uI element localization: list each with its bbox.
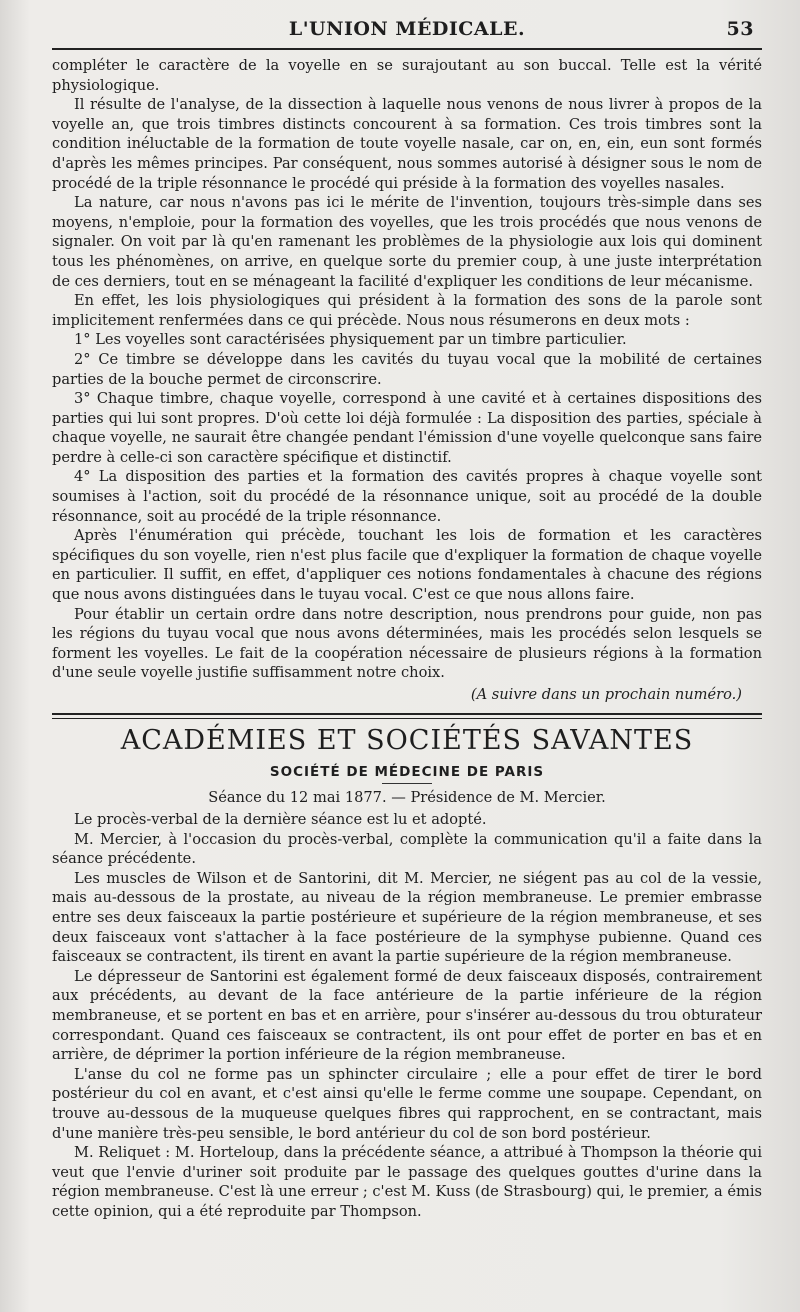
session-line: Séance du 12 mai 1877. — Présidence de M. Mercier. xyxy=(208,789,606,806)
society-section xyxy=(52,725,762,1221)
anse-paragraph: L'anse du col ne forme pas un sphincter circulaire ; elle a pour effet de tirer le bord postérieur du col en avant, et c'est ainsi qu'elle le ferme comme une soupape. Cependant, on trouve au-dessous de la muqueuse quelques fibres qui rapprochent, en se contractant, mais d'une manière très-peu sensible, le bord antérieur du col de son bord postérieur. xyxy=(52,1065,762,1142)
short-rule xyxy=(382,783,432,784)
society-name: SOCIÉTÉ DE MÉDECINE DE PARIS xyxy=(269,764,545,780)
minutes-paragraph: Le procès-verbal de la dernière séance est lu et adopté. xyxy=(74,811,487,828)
journal-title: L'UNION MÉDICALE. xyxy=(288,18,526,40)
law-item-4: 4° La disposition des parties et la formation des cavités propres à chaque voyelle sont soumises à l'action, soit du procédé de la résonnance unique, soit au procédé de la double résonnance, soit au procédé de la triple résonnance. xyxy=(52,468,762,525)
running-head xyxy=(52,14,762,44)
header-rule xyxy=(52,48,762,50)
law-item-2: 2° Ce timbre se développe dans les cavités du tuyau vocal que la mobilité de certaines parties de la bouche permet de circonscrire. xyxy=(52,350,762,388)
muscles-paragraph: Les muscles de Wilson et de Santorini, dit M. Mercier, ne siégent pas au col de la vessie, mais au-dessous de la prostate, au niveau de la région membraneuse. Le premier embrasse entre ses deux faisceaux la partie postérieure et supérieure de la région membraneuse, et ses deux faisceaux vont s'attacher à la face postérieure de la symphyse pubienne. Quand ces faisceaux se contractent, ils tirent en avant la partie supérieure de la région membraneuse. xyxy=(52,869,762,966)
article-paragraph-4: En effet, les lois physiologiques qui président à la formation des sons de la parole sont implicitement renfermées dans ce qui précède. Nous nous résumerons en deux mots : xyxy=(52,292,762,329)
law-item-1: 1° Les voyelles sont caractérisées physiquement par un timbre particulier. xyxy=(74,331,627,349)
section-divider xyxy=(52,713,762,719)
article-paragraph-3: La nature, car nous n'avons pas ici le mérite de l'invention, toujours très-simple dans ses moyens, n'emploie, pour la formation des voyelles, que les trois procédés que nous venons de signaler. On voit par là qu'en ramenant les problèmes de la physiologie aux lois qui dominent tous les phénomènes, on arrive, en quelque sorte du premier coup, à une juste interprétation de ces derniers, tout en se ménageant la facilité d'expliquer les conditions de leur mécanisme. xyxy=(52,194,762,290)
article-paragraph-2: Il résulte de l'analyse, de la dissection à laquelle nous venons de nous livrer à propos de la voyelle an, que trois timbres distincts concourent à sa formation. Ces trois timbres sont la condition inéluctable de la formation de toute voyelle nasale, car on, en, ein, eun sont formés d'après les mêmes principes. Par conséquent, nous sommes autorisé à désigner sous le nom de procédé de la triple résonnance le procédé qui préside à la formation des voyelles nasales. xyxy=(52,96,762,192)
article-paragraph-10: Pour établir un certain ordre dans notre description, nous prendrons pour guide, non pas les régions du tuyau vocal que nous avons déterminées, mais les procédés selon lesquels se forment les voyelles. Le fait de la coopération nécessaire de plusieurs régions à la formation d'une seule voyelle justifie suffisamment notre choix. xyxy=(52,605,762,682)
article-paragraph-9: Après l'énumération qui précède, touchant les lois de formation et les caractères spécifiques du son voyelle, rien n'est plus facile que d'expliquer la formation de chaque voyelle en particulier. Il suffit, en effet, d'appliquer ces notions fondamentales à chacune des régions que nous avons distinguées dans le tuyau vocal. C'est ce que nous allons faire. xyxy=(52,527,762,604)
depressor-paragraph: Le dépresseur de Santorini est également formé de deux faisceaux disposés, contrairement aux précédents, au devant de la face antérieure de la partie inférieure de la région membraneuse, et se portent en bas et en arrière, pour s'insérer au-dessous du trou obturateur correspondant. Quand ces faisceaux se contractent, ils ont pour effet de porter en bas et en arrière, de déprimer la portion inférieure de la région membraneuse. xyxy=(52,967,762,1064)
page-number: 53 xyxy=(726,18,754,40)
article-paragraph-1: compléter le caractère de la voyelle en se surajoutant au son buccal. Telle est la vérité physiologique. xyxy=(52,57,762,94)
to-be-continued-note: (A suivre dans un prochain numéro.) xyxy=(470,686,742,703)
article-body xyxy=(52,56,762,705)
law-item-3: 3° Chaque timbre, chaque voyelle, correspond à une cavité et à certaines dispositions des parties qui lui sont propres. D'où cette loi déjà formulée : La disposition des parties, spéciale à chaque voyelle, ne saurait être changée pendant l'émission d'une voyelle quelconque sans faire perdre à celle-ci son caractère spécifique et distinctif. xyxy=(52,390,762,466)
section-title: ACADÉMIES ET SOCIÉTÉS SAVANTES xyxy=(120,725,694,756)
reliquet-paragraph: M. Reliquet : M. Horteloup, dans la précédente séance, a attribué à Thompson la théorie qui veut que l'envie d'uriner soit produite par le passage des quelques gouttes d'urine dans la région membraneuse. C'est là une erreur ; c'est M. Kuss (de Strasbourg) qui, le premier, a émis cette opinion, qui a été reproduite par Thompson. xyxy=(52,1144,762,1220)
mercier-paragraph: M. Mercier, à l'occasion du procès-verbal, complète la communication qu'il a faite dans la séance précédente. xyxy=(52,830,762,868)
